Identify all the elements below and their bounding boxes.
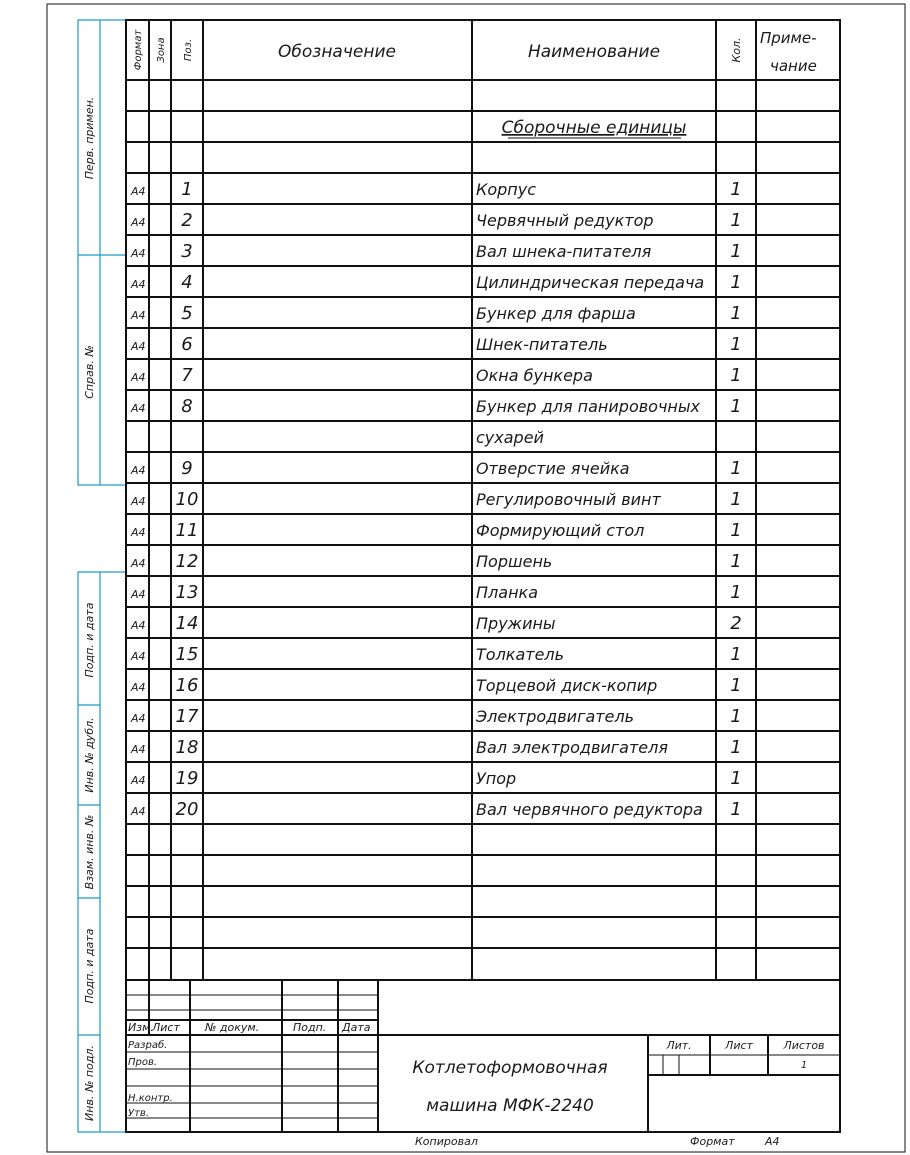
row-name: Червячный редуктор [476, 211, 654, 230]
table-row [130, 210, 742, 231]
side-strip-top [78, 20, 126, 485]
side-label-inv-podl: Инв. № подл. [83, 1045, 96, 1121]
row-position: 14 [175, 613, 199, 634]
row-quantity: 1 [730, 396, 742, 417]
row-position: 11 [175, 520, 199, 541]
tb-doc-no: № докум. [205, 1021, 260, 1034]
table-row [130, 737, 742, 758]
row-format: А4 [131, 464, 146, 477]
header-pos: Поз. [183, 38, 194, 62]
tb-podp: Подп. [293, 1021, 327, 1034]
row-quantity: 1 [730, 706, 742, 727]
row-format: А4 [131, 309, 146, 322]
row-position: 17 [175, 706, 199, 727]
header-designation: Обозначение [278, 42, 396, 62]
row-name: Окна бункера [476, 366, 593, 385]
table-columns [149, 20, 756, 980]
row-quantity: 1 [730, 520, 742, 541]
table-row [130, 179, 742, 200]
row-quantity: 2 [730, 613, 742, 634]
row-name: Бункер для панировочных [476, 397, 700, 416]
row-quantity: 1 [730, 210, 742, 231]
table-row [130, 768, 742, 789]
table-row [130, 303, 742, 324]
row-quantity: 1 [730, 365, 742, 386]
row-format: А4 [131, 712, 146, 725]
header-zone: Зона [156, 37, 167, 63]
row-format: А4 [131, 495, 146, 508]
row-position: 12 [175, 551, 199, 572]
row-format: А4 [131, 278, 146, 291]
table-row [130, 334, 742, 355]
section-title: Сборочные единицы [501, 118, 687, 138]
table-rows [130, 179, 742, 820]
row-name: сухарей [476, 428, 544, 447]
row-name: Торцевой диск-копир [476, 676, 658, 695]
row-name: Планка [476, 583, 538, 602]
row-position: 18 [175, 737, 199, 758]
row-name: Поршень [476, 552, 553, 571]
row-position: 7 [181, 365, 193, 386]
table-row [130, 551, 742, 572]
row-position: 1 [181, 179, 193, 200]
table-row [130, 799, 742, 820]
table-row [130, 520, 742, 541]
row-name: Отверстие ячейка [476, 459, 630, 478]
table-row [130, 458, 742, 479]
row-quantity: 1 [730, 272, 742, 293]
tb-n-kontr: Н.контр. [128, 1093, 173, 1104]
row-format: А4 [131, 774, 146, 787]
row-name: Корпус [476, 180, 537, 199]
table-row [130, 675, 742, 696]
row-name: Электродвигатель [476, 707, 635, 726]
row-format: А4 [131, 185, 146, 198]
row-position: 6 [181, 334, 193, 355]
tb-razrab: Разраб. [128, 1040, 168, 1051]
row-quantity: 1 [730, 675, 742, 696]
table-row [130, 582, 742, 603]
row-name: Упор [476, 769, 517, 788]
footer-format-label: Формат [690, 1135, 735, 1148]
row-position: 13 [175, 582, 199, 603]
side-label-podp-data-2: Подп. и дата [83, 928, 96, 1004]
row-quantity: 1 [730, 551, 742, 572]
row-format: А4 [131, 681, 146, 694]
row-quantity: 1 [730, 303, 742, 324]
row-position: 8 [181, 396, 193, 417]
row-name: Вал электродвигателя [476, 738, 668, 757]
row-format: А4 [131, 216, 146, 229]
row-format: А4 [131, 588, 146, 601]
row-name: Вал червячного редуктора [476, 800, 703, 819]
side-label-podp-data-1: Подп. и дата [83, 602, 96, 678]
table-row [130, 489, 742, 510]
row-quantity: 1 [730, 334, 742, 355]
table-row [476, 428, 544, 447]
table-row [130, 241, 742, 262]
footer-kopiroval: Копировал [415, 1135, 478, 1148]
row-name: Регулировочный винт [476, 490, 661, 509]
row-format: А4 [131, 247, 146, 260]
tb-list-header: Лист [725, 1039, 753, 1052]
footer-format-value: А4 [765, 1135, 780, 1148]
row-quantity: 1 [730, 241, 742, 262]
tb-listov-value: 1 [800, 1060, 808, 1071]
tb-izm: Изм. [128, 1021, 154, 1034]
side-label-inv-dubl: Инв. № дубл. [83, 717, 96, 793]
tb-utv: Утв. [128, 1108, 149, 1119]
side-label-sprav-no: Справ. № [83, 345, 96, 399]
row-position: 15 [175, 644, 199, 665]
row-format: А4 [131, 650, 146, 663]
row-format: А4 [131, 805, 146, 818]
row-format: А4 [131, 619, 146, 632]
tb-listov: Листов [783, 1039, 825, 1052]
row-format: А4 [131, 743, 146, 756]
tb-title-line2: машина МФК-2240 [426, 1096, 594, 1116]
row-quantity: 1 [730, 737, 742, 758]
row-name: Формирующий стол [476, 521, 645, 540]
tb-list: Лист [152, 1021, 180, 1034]
row-position: 5 [181, 303, 193, 324]
row-position: 20 [175, 799, 199, 820]
side-label-vzam-inv: Взам. инв. № [83, 814, 96, 890]
table-row [130, 272, 742, 293]
row-position: 3 [181, 241, 193, 262]
header-qty: Кол. [730, 37, 743, 63]
row-format: А4 [131, 557, 146, 570]
header-note-2: чание [770, 57, 817, 75]
row-name: Толкатель [476, 645, 565, 664]
row-quantity: 1 [730, 768, 742, 789]
side-label-perv-primen: Перв. примен. [83, 96, 96, 180]
row-position: 4 [181, 272, 193, 293]
row-quantity: 1 [730, 582, 742, 603]
row-name: Шнек-питатель [476, 335, 608, 354]
row-quantity: 1 [730, 179, 742, 200]
row-name: Бункер для фарша [476, 304, 636, 323]
row-quantity: 1 [730, 799, 742, 820]
row-position: 10 [175, 489, 199, 510]
tb-lit: Лит. [666, 1039, 692, 1052]
row-name: Пружины [476, 614, 556, 633]
table-row [130, 706, 742, 727]
row-position: 2 [181, 210, 193, 231]
row-format: А4 [131, 402, 146, 415]
table-row [130, 613, 742, 634]
row-position: 16 [175, 675, 199, 696]
row-position: 19 [175, 768, 199, 789]
header-note-1: Приме- [760, 29, 817, 47]
row-format: А4 [131, 526, 146, 539]
row-position: 9 [181, 458, 193, 479]
row-format: А4 [131, 340, 146, 353]
tb-title-line1: Котлетоформовочная [412, 1058, 608, 1078]
row-quantity: 1 [730, 458, 742, 479]
header-name: Наименование [527, 42, 661, 62]
row-name: Цилиндрическая передача [476, 273, 705, 292]
row-name: Вал шнека-питателя [476, 242, 652, 261]
row-quantity: 1 [730, 489, 742, 510]
row-quantity: 1 [730, 644, 742, 665]
table-row [130, 365, 742, 386]
tb-data: Дата [342, 1021, 371, 1034]
table-row [130, 644, 742, 665]
header-format: Формат [133, 29, 144, 71]
tb-prov: Пров. [128, 1057, 158, 1068]
table-row [130, 396, 742, 417]
row-format: А4 [131, 371, 146, 384]
